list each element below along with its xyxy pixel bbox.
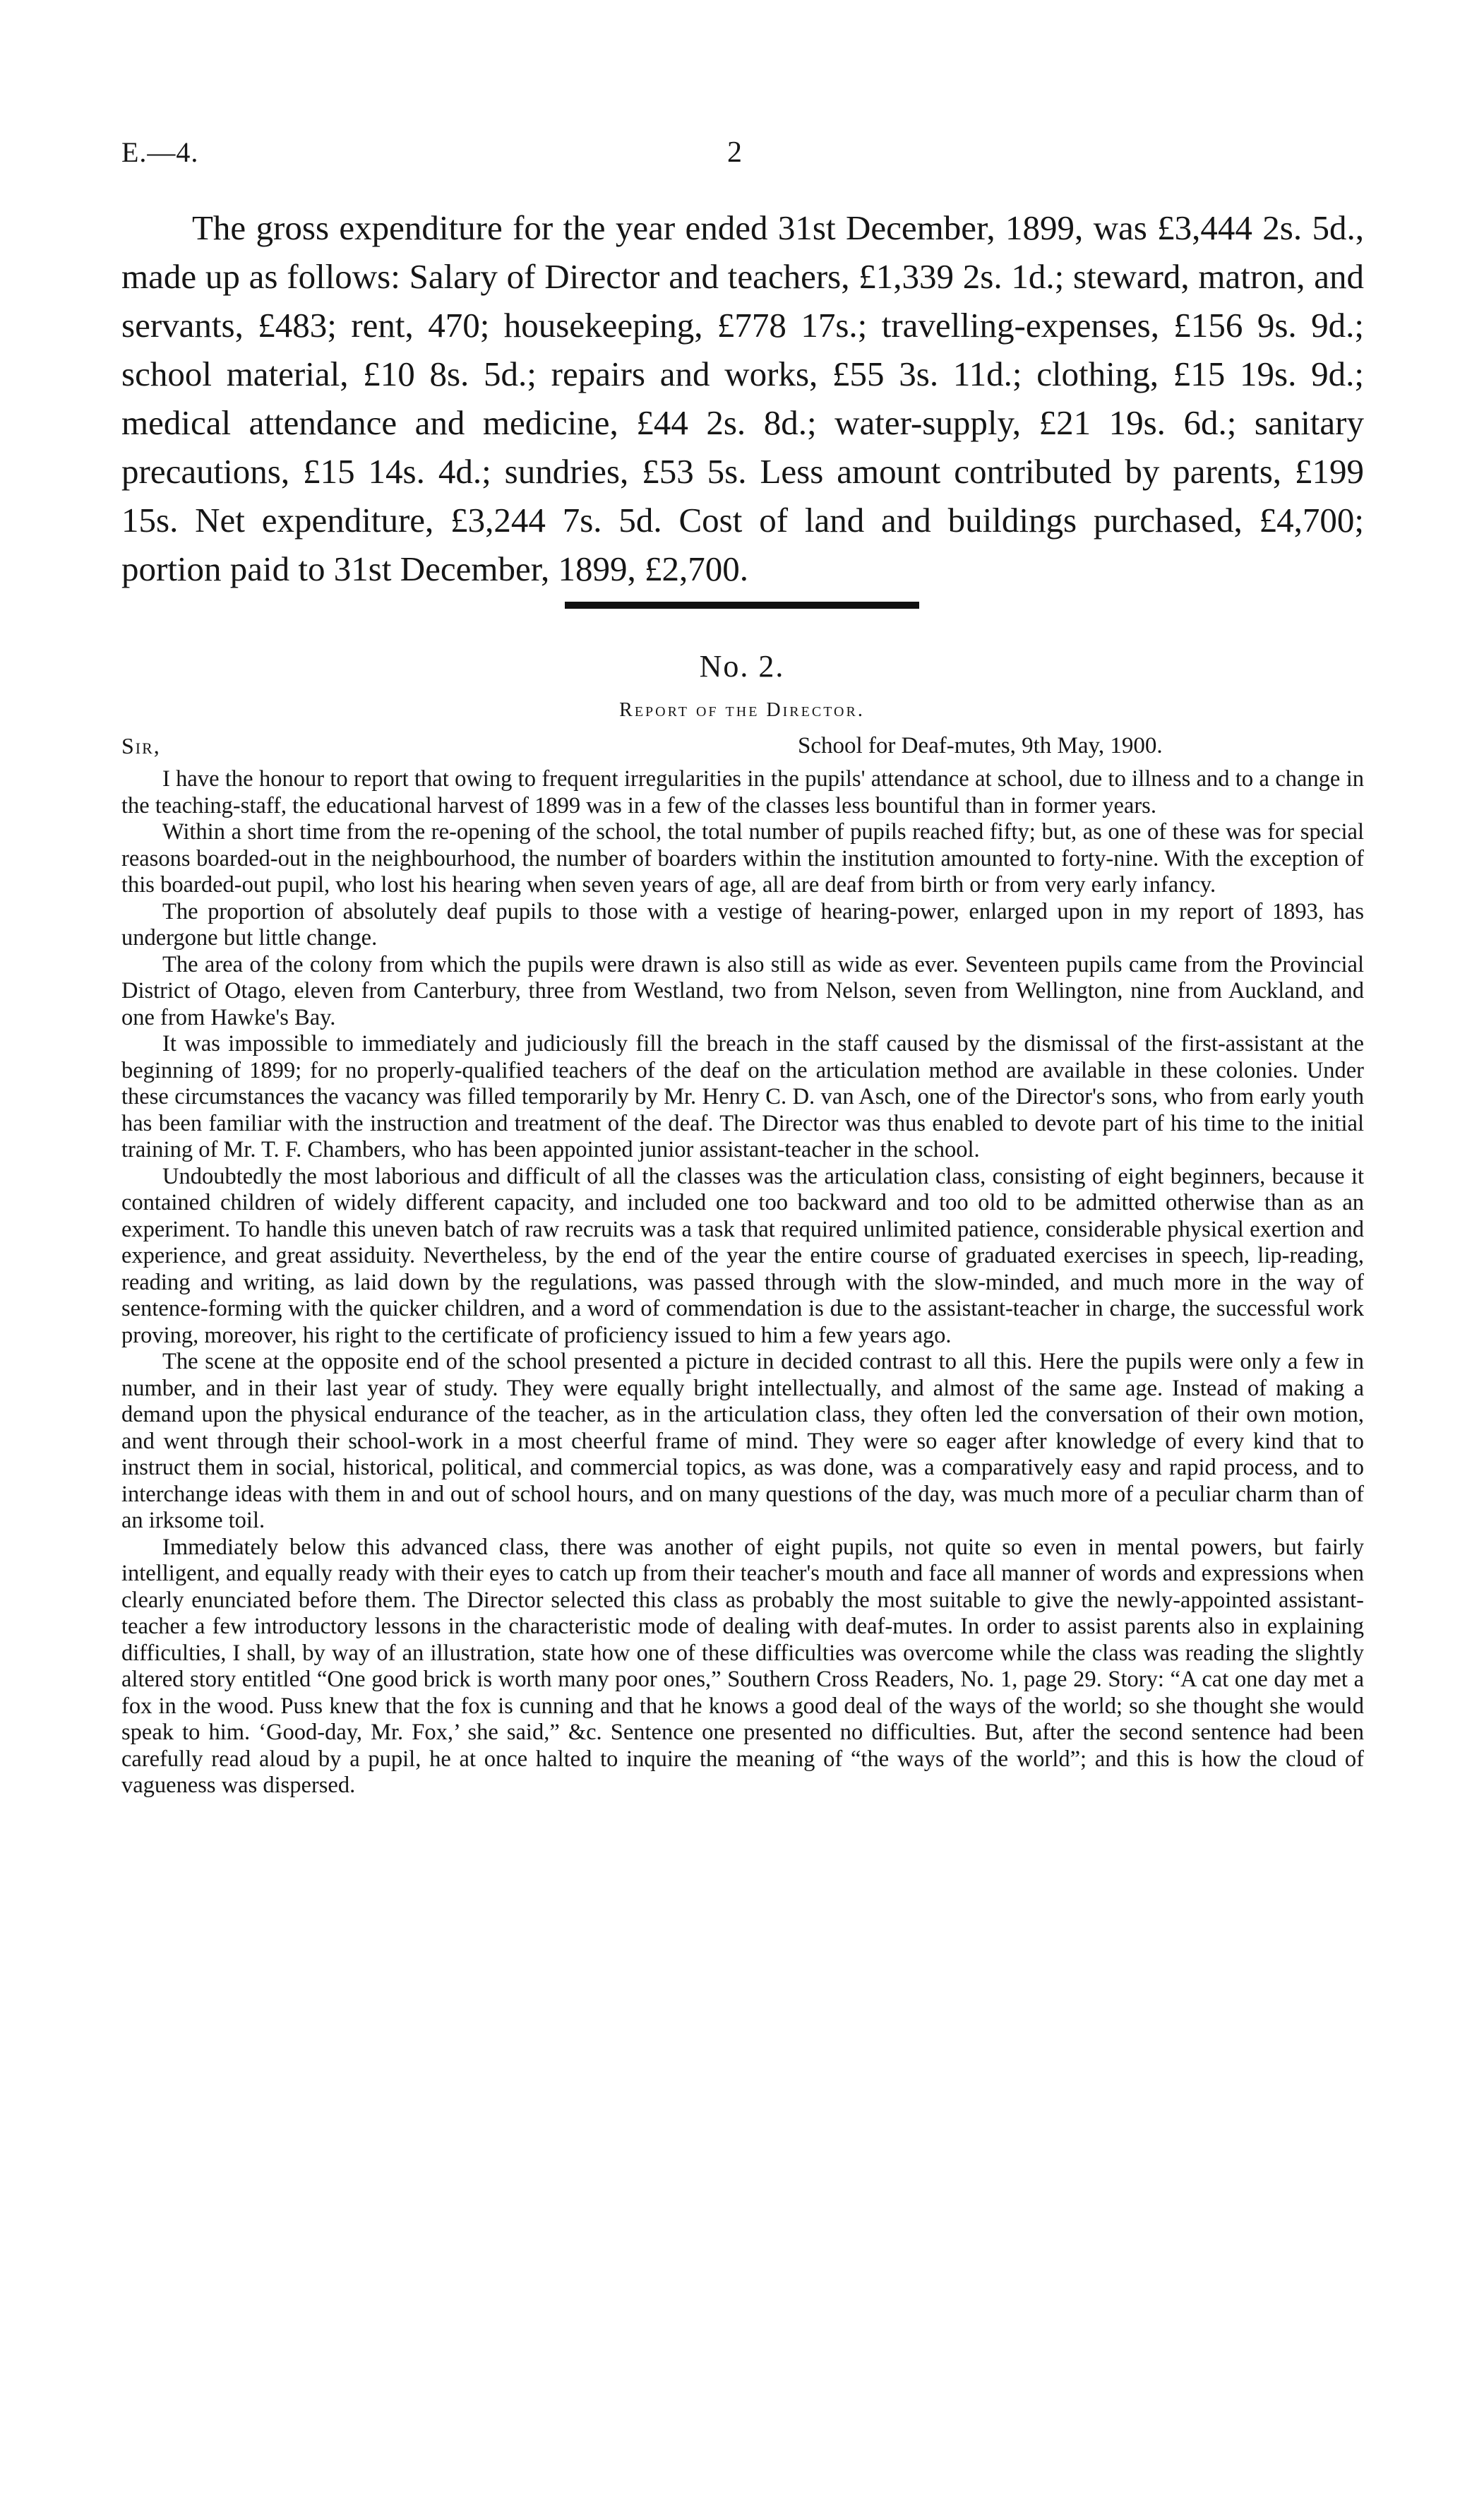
report-paragraph: I have the honour to report that owing to frequent irregularities in the pupils' attendance at school, due to illness and to a change in the teaching-staff, the educational harvest of 1899 was in a few of the classes less bountiful than in former years. [121, 766, 1364, 818]
section-number: No. 2. [699, 649, 785, 684]
report-paragraph: Within a short time from the re-opening of the school, the total number of pupils reached fifty; but, as one of these was for special reasons boarded-out in the neighbourhood, the number of boarders within the institution amounted to forty-nine. With the exception of this boarded-out pupil, who lost his hearing when seven years of age, all are deaf from birth or from very early infancy. [121, 819, 1364, 898]
report-paragraph: The area of the colony from which the pupils were drawn is also still as wide as ever. Seventeen pupils came from the Provincial District of Otago, eleven from Canterbury, three from Westland, two from Nelson, seven from Wellington, nine from Auckland, and one from Hawke's Bay. [121, 951, 1364, 1030]
report-paragraph: The proportion of absolutely deaf pupils to those with a vestige of hearing-power, enlarged upon in my report of 1893, has undergone but little change. [121, 898, 1364, 951]
report-body [121, 766, 1364, 1799]
page-header [121, 136, 1364, 185]
report-heading: Report of the Director. [619, 699, 865, 721]
page-number: 2 [727, 136, 742, 169]
report-paragraph: Immediately below this advanced class, there was another of eight pupils, not quite so even in mental powers, but fairly intelligent, and equally ready with their eyes to catch up from their teacher's mouth and face all manner of words and expressions when clearly enunciated before them. The Director selected this class as probably the most suitable to give the newly-appointed assistant-teacher a few introductory lessons in the characteristic mode of dealing with deaf-mutes. In order to assist parents also in explaining difficulties, I shall, by way of an illustration, state how one of these difficulties was overcome while the class was reading the slightly altered story entitled “One good brick is worth many poor ones,” Southern Cross Readers, No. 1, page 29. Story: “A cat one day met a fox in the wood. Puss knew that the fox is cunning and that he knows a good deal of the ways of the world; so she thought she would speak to him. ‘Good-day, Mr. Fox,’ she said,” &c. Sentence one presented no difficulties. But, after the second sentence had been carefully read aloud by a pupil, he at once halted to inquire the meaning of “the ways of the world”; and this is how the cloud of vagueness was dispersed. [121, 1534, 1364, 1798]
report-paragraph: It was impossible to immediately and judiciously fill the breach in the staff caused by the dismissal of the first-assistant at the beginning of 1899; for no properly-qualified teachers of the deaf on the articulation method are available in these colonies. Under these circumstances the vacancy was filled temporarily by Mr. Henry C. D. van Asch, one of the Director's sons, who from early youth has been familiar with the instruction and treatment of the deaf. The Director was thus enabled to devote part of his time to the initial training of Mr. T. F. Chambers, who has been appointed junior assistant-teacher in the school. [121, 1031, 1364, 1162]
salutation: Sir, [121, 733, 161, 758]
section-divider [565, 602, 919, 609]
document-code: E.—4. [121, 136, 199, 168]
expenditure-paragraph: The gross expenditure for the year ended 31st December, 1899, was £3,444 2s. 5d., made up as follows: Salary of Director and teachers, £1,339 2s. 1d.; steward, matron, and servants, £483; rent, 470; housekeeping, £778 17s.; travelling-expenses, £156 9s. 9d.; school material, £10 8s. 5d.; repairs and works, £55 3s. 11d.; clothing, £15 19s. 9d.; medical attendance and medicine, £44 2s. 8d.; water-supply, £21 19s. 6d.; sanitary precautions, £15 14s. 4d.; sundries, £53 5s. Less amount contributed by parents, £199 15s. Net expenditure, £3,244 7s. 5d. Cost of land and buildings purchased, £4,700; portion paid to 31st December, 1899, £2,700. [121, 208, 1364, 588]
report-paragraph: The scene at the opposite end of the school presented a picture in decided contrast to all this. Here the pupils were only a few in number, and in their last year of study. They were equally bright intellectually, and almost of the same age. Instead of making a demand upon the physical endurance of the teacher, as in the articulation class, they often led the conversation of their own motion, and went through their school-work in a most cheerful frame of mind. They were so eager after knowledge of every kind that to instruct them in social, historical, political, and commercial topics, as was done, was a comparatively easy and rapid process, and to interchange ideas with them in and out of school hours, and on many questions of the day, was much more of a peculiar charm than of an irksome toil. [121, 1349, 1364, 1533]
report-paragraph: Undoubtedly the most laborious and difficult of all the classes was the articulation class, consisting of eight beginners, because it contained children of widely different capacity, and included one too backward and too old to be admitted otherwise than as an experiment. To handle this uneven batch of raw recruits was a task that required unlimited patience, considerable physical exertion and experience, and great assiduity. Nevertheless, by the end of the year the entire course of graduated exercises in speech, lip-reading, reading and writing, as laid down by the regulations, was passed through with the slow-minded, and much more in the way of sentence-forming with the quicker children, and a word of commendation is due to the assistant-teacher in charge, the successful work proving, moreover, his right to the certificate of proficiency issued to him a few years ago. [121, 1163, 1364, 1348]
dateline: School for Deaf-mutes, 9th May, 1900. [798, 733, 1163, 758]
